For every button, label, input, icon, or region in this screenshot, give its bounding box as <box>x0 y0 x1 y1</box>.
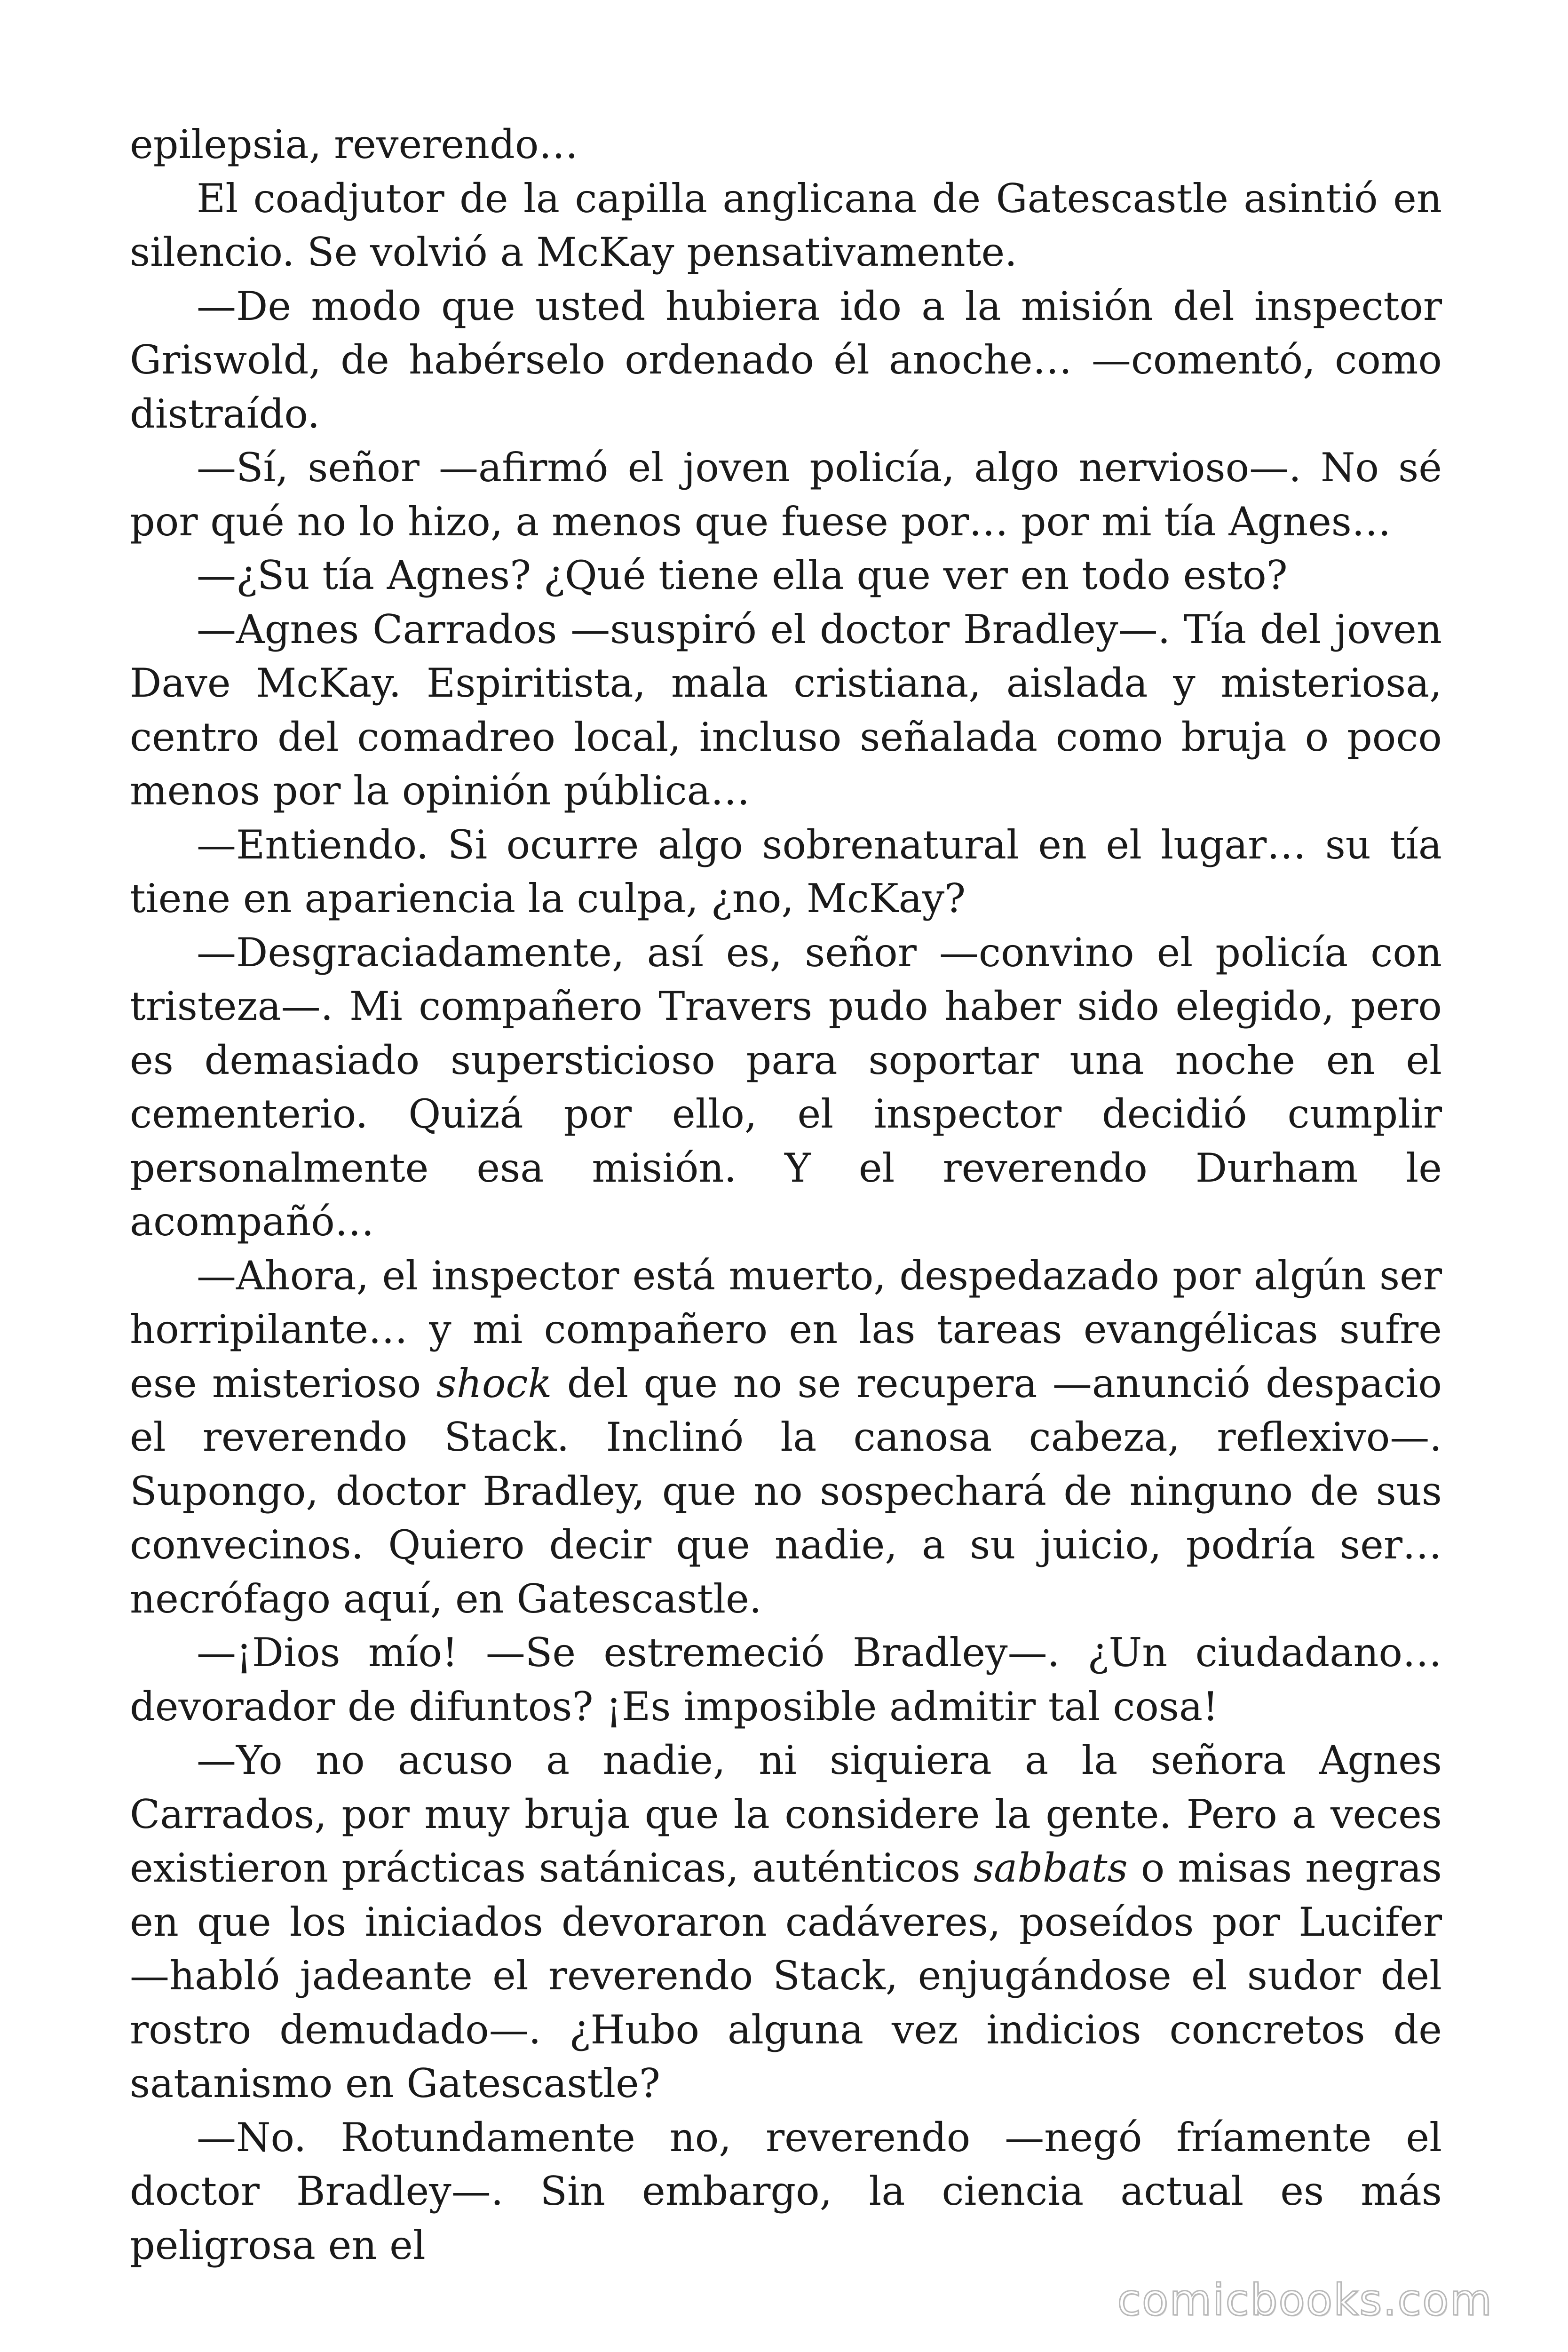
paragraph <box>130 279 1442 441</box>
italic-term: shock <box>436 1360 552 1406</box>
paragraph <box>130 548 1442 603</box>
text-segment: —De modo que usted hubiera ido a la misión del inspector Griswold, de habérselo ordenado él anoche… —comentó, como distraído. <box>130 283 1442 437</box>
text-segment: —Yo no acuso a nadie, ni siquiera a la señora Agnes Carrados, por muy bruja que la considere la gente. Pero a veces existieron prácticas satánicas, auténticos <box>130 1737 1442 1891</box>
paragraph <box>130 926 1442 1249</box>
paragraph <box>130 818 1442 926</box>
paragraph <box>130 441 1442 548</box>
text-segment: epilepsia, reverendo… <box>130 121 578 167</box>
paragraph <box>130 1249 1442 1626</box>
paragraph <box>130 118 1442 172</box>
text-segment: —Agnes Carrados —suspiró el doctor Bradley—. Tía del joven Dave McKay. Espiritista, mala cristiana, aislada y misteriosa, centro del comadreo local, incluso señalada como bruja o poco menos por la opinión pública… <box>130 606 1442 814</box>
text-segment: o misas negras en que los iniciados devoraron cadáveres, poseídos por Lucifer —habló jadeante el reverendo Stack, enjugándose el sudor del rostro demudado—. ¿Hubo alguna vez indicios concretos de satanismo en Gatescastle? <box>130 1845 1442 2106</box>
text-segment: El coadjutor de la capilla anglicana de Gatescastle asintió en silencio. Se volvió a McKay pensativamente. <box>130 175 1442 275</box>
watermark: comicbooks.com <box>1117 2275 1493 2325</box>
text-segment: —Desgraciadamente, así es, señor —convino el policía con tristeza—. Mi compañero Travers pudo haber sido elegido, pero es demasiado supersticioso para soportar una noche en el cementerio. Quizá por ello, el inspector decidió cumplir personalmente esa misión. Y el reverendo Durham le acompañó… <box>130 929 1442 1245</box>
paragraph <box>130 1733 1442 2111</box>
text-segment: —¡Dios mío! —Se estremeció Bradley—. ¿Un ciudadano… devorador de difuntos? ¡Es imposible admitir tal cosa! <box>130 1629 1442 1730</box>
paragraph <box>130 172 1442 279</box>
paragraph <box>130 1626 1442 1733</box>
text-segment: —Ahora, el inspector está muerto, despedazado por algún ser horripilante… y mi compañero en las tareas evangélicas sufre ese misterioso <box>130 1252 1442 1406</box>
text-segment: —Sí, señor —afirmó el joven policía, algo nervioso—. No sé por qué no lo hizo, a menos que fuese por… por mi tía Agnes… <box>130 445 1442 545</box>
paragraph <box>130 2111 1442 2273</box>
text-segment: —Entiendo. Si ocurre algo sobrenatural en el lugar… su tía tiene en apariencia la culpa, ¿no, McKay? <box>130 821 1442 922</box>
text-segment: —No. Rotundamente no, reverendo —negó fríamente el doctor Bradley—. Sin embargo, la ciencia actual es más peligrosa en el <box>130 2114 1442 2268</box>
text-segment: del que no se recupera —anunció despacio el reverendo Stack. Inclinó la canosa cabeza, reflexivo—. Supongo, doctor Bradley, que no sospechará de ninguno de sus convecinos. Quiero decir que nadie, a su juicio, podría ser… necrófago aquí, en Gatescastle. <box>130 1360 1442 1622</box>
italic-term: sabbats <box>974 1845 1128 1891</box>
text-segment: —¿Su tía Agnes? ¿Qué tiene ella que ver en todo esto? <box>197 552 1288 598</box>
paragraph <box>130 603 1442 818</box>
page-body <box>130 118 1442 2272</box>
